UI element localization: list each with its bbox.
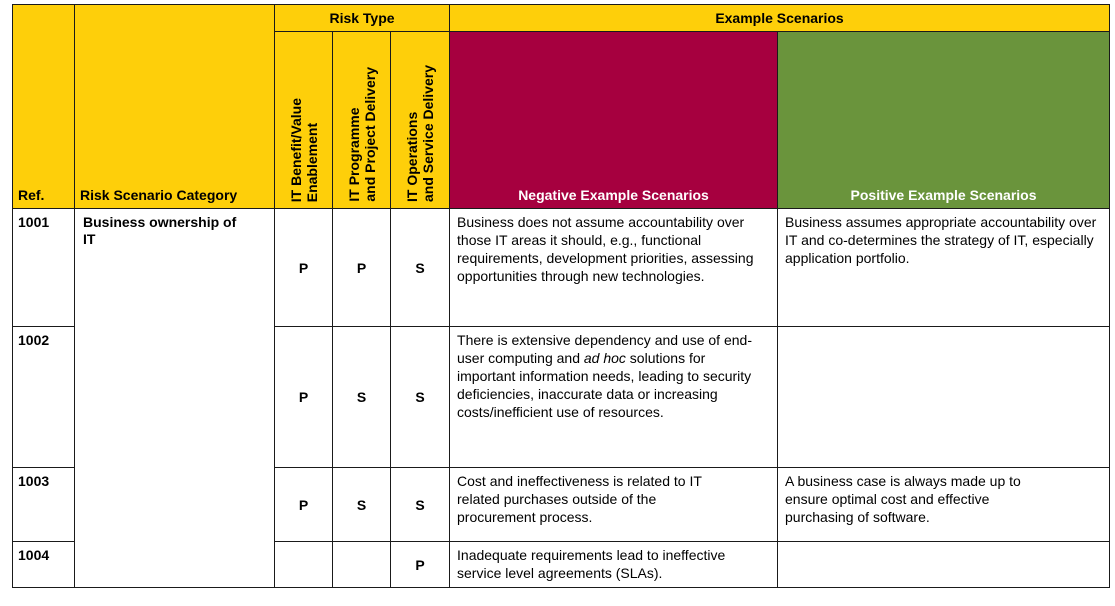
negative-text-end: solutions for important information needs, leading to security deficiencies, inaccurate data or increasing costs/inefficient use of resources. (457, 350, 752, 420)
header-risk-type: Risk Type (275, 5, 450, 32)
positive-scenario-cell (778, 542, 1110, 588)
header-it-benefit (275, 32, 333, 209)
table-row (13, 209, 1110, 327)
ref-cell: 1001 (13, 209, 75, 327)
positive-scenario-cell (778, 327, 1110, 468)
header-positive-scenarios: Positive Example Scenarios (778, 32, 1110, 209)
header-negative-scenarios: Negative Example Scenarios (450, 32, 778, 209)
risk-type-cell: S (333, 327, 391, 468)
ref-cell: 1003 (13, 468, 75, 542)
negative-text-italic: ad hoc (583, 350, 626, 366)
risk-type-cell: S (333, 468, 391, 542)
header-ref: Ref. (13, 5, 75, 209)
risk-type-cell (333, 542, 391, 588)
ref-cell: 1004 (13, 542, 75, 588)
ref-cell: 1002 (13, 327, 75, 468)
header-example-scenarios: Example Scenarios (450, 5, 1110, 32)
risk-type-cell: P (275, 468, 333, 542)
negative-scenario-cell (450, 327, 778, 468)
negative-text: Inadequate requirements lead to ineffective service level agreements (SLAs). (457, 547, 726, 581)
positive-text: A business case is always made up to ensure optimal cost and effective purchasing of software. (785, 473, 1021, 525)
negative-scenario-cell: Business does not assume accountability over those IT areas it should, e.g., functional requirements, development priorities, assessing opportunities through new technologies. (450, 209, 778, 327)
header-it-programme (333, 32, 391, 209)
category-label: Business ownership of IT (83, 214, 237, 247)
negative-scenario-cell (450, 542, 778, 588)
negative-text-start: There is extensive dependency and use of end-user computing and (457, 332, 752, 366)
positive-scenario-cell (778, 468, 1110, 542)
header-it-benefit-label: IT Benefit/Value Enablement (287, 97, 320, 202)
header-it-programme-label: IT Programme and Project Delivery (345, 67, 378, 202)
risk-type-cell: P (333, 209, 391, 327)
header-it-operations (391, 32, 450, 209)
risk-type-cell: P (275, 209, 333, 327)
risk-type-cell (275, 542, 333, 588)
positive-scenario-cell: Business assumes appropriate accountability over IT and co-determines the strategy of IT, especially application portfolio. (778, 209, 1110, 327)
risk-type-cell: P (391, 542, 450, 588)
category-cell (75, 209, 275, 588)
risk-type-cell: S (391, 468, 450, 542)
header-it-operations-label: IT Operations and Service Delivery (404, 65, 436, 202)
header-category: Risk Scenario Category (75, 5, 275, 209)
risk-type-cell: P (275, 327, 333, 468)
negative-scenario-cell (450, 468, 778, 542)
negative-text: Cost and ineffectiveness is related to IT related purchases outside of the procurement process. (457, 473, 702, 525)
risk-type-cell: S (391, 327, 450, 468)
risk-scenario-table (12, 4, 1110, 588)
risk-type-cell: S (391, 209, 450, 327)
